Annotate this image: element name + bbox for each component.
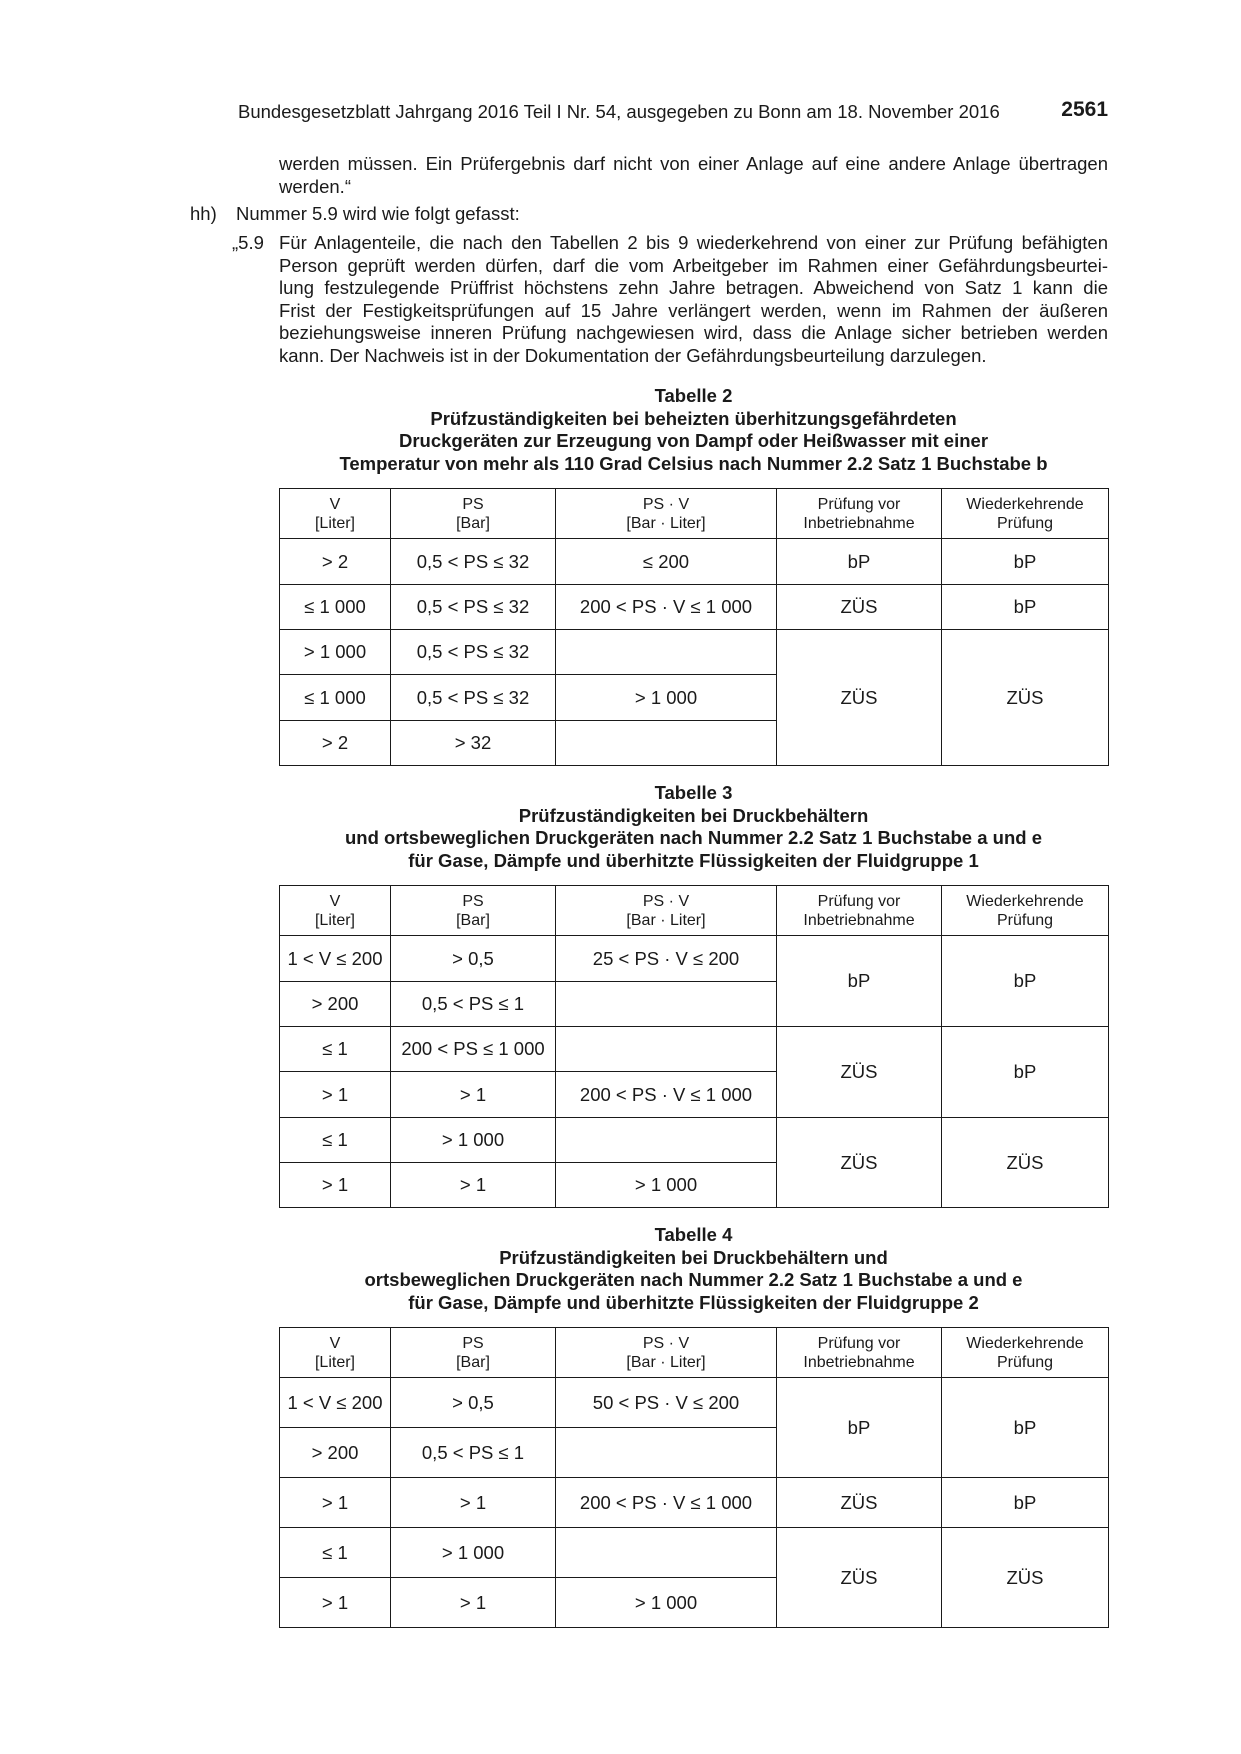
cell-psv: 200 < PS · V ≤ 1 000	[556, 1072, 777, 1118]
cell-ps: 0,5 < PS ≤ 32	[391, 539, 556, 585]
text-line: werden.“	[279, 175, 351, 197]
header-cell-psv: PS · V [Bar · Liter]	[556, 1328, 777, 1378]
header-cell-ps: PS [Bar]	[391, 489, 556, 539]
cell-rec: bP	[942, 585, 1109, 630]
cell-ps: 200 < PS ≤ 1 000	[391, 1027, 556, 1072]
cell-ps: 0,5 < PS ≤ 32	[391, 675, 556, 721]
table-2-title	[279, 385, 1108, 475]
item-label: hh)	[190, 203, 217, 224]
cell-pre: ZÜS	[777, 1478, 942, 1528]
title-line: ortsbeweglichen Druckgeräten nach Nummer 2.2 Satz 1 Buchstabe a und e	[364, 1269, 1023, 1290]
running-title: Bundesgesetzblatt Jahrgang 2016 Teil I Nr. 54, ausgegeben zu Bonn am 18. November 2016	[238, 101, 1000, 122]
cell-pre: bP	[777, 539, 942, 585]
cell-ps: 0,5 < PS ≤ 32	[391, 585, 556, 630]
table-3	[279, 885, 1109, 1208]
header-cell-psv: PS · V [Bar · Liter]	[556, 886, 777, 936]
cell-v: ≤ 1	[280, 1118, 391, 1163]
header-cell-ps: PS [Bar]	[391, 1328, 556, 1378]
cell-pre: bP	[777, 1378, 942, 1478]
cell-rec: bP	[942, 1027, 1109, 1118]
table-row	[280, 1118, 1109, 1163]
cell-v: > 1	[280, 1163, 391, 1208]
cell-rec: bP	[942, 1378, 1109, 1478]
cell-v: > 200	[280, 1428, 391, 1478]
cell-psv: > 1 000	[556, 675, 777, 721]
cell-rec: ZÜS	[942, 1528, 1109, 1628]
header-cell-v: V [Liter]	[280, 489, 391, 539]
cell-psv	[556, 721, 777, 766]
cell-ps: > 1	[391, 1478, 556, 1528]
paragraph-number: „5.9	[232, 232, 264, 253]
header-cell-psv: PS · V [Bar · Liter]	[556, 489, 777, 539]
cell-psv: 50 < PS · V ≤ 200	[556, 1378, 777, 1428]
cell-v: ≤ 1 000	[280, 585, 391, 630]
cell-v: > 1 000	[280, 630, 391, 675]
table-row	[280, 936, 1109, 982]
cell-v: > 1	[280, 1578, 391, 1628]
title-line: Prüfzuständigkeiten bei Druckbehältern	[518, 804, 869, 826]
title-line: für Gase, Dämpfe und überhitzte Flüssigkeiten der Fluidgruppe 1	[408, 849, 979, 871]
cell-psv	[556, 630, 777, 675]
cell-pre: ZÜS	[777, 1027, 942, 1118]
cell-rec: bP	[942, 539, 1109, 585]
cell-psv: 200 < PS · V ≤ 1 000	[556, 1478, 777, 1528]
title-line: Druckgeräten zur Erzeugung von Dampf oder Heißwasser mit einer	[398, 430, 989, 451]
title-line: Tabelle 3	[654, 782, 733, 803]
cell-v: 1 < V ≤ 200	[280, 1378, 391, 1428]
continuation-text	[279, 153, 1108, 198]
table-header-row	[280, 1328, 1109, 1378]
cell-psv: > 1 000	[556, 1163, 777, 1208]
header-cell-ps: PS [Bar]	[391, 886, 556, 936]
table-row	[280, 1027, 1109, 1072]
table-header-row	[280, 489, 1109, 539]
cell-ps: 0,5 < PS ≤ 1	[391, 982, 556, 1027]
table-row	[280, 539, 1109, 585]
text-line: Person geprüft werden dürfen, darf die vom Arbeitgeber im Rahmen einer Gefährdungsbeurtei-	[279, 254, 1108, 276]
cell-v: ≤ 1	[280, 1528, 391, 1578]
text-line: beziehungsweise inneren Prüfung nachgewiesen wird, dass die Anlage sicher betrieben werden	[279, 322, 1108, 343]
page-number: 2561	[1061, 98, 1108, 121]
table-row	[280, 1478, 1109, 1528]
cell-v: ≤ 1 000	[280, 675, 391, 721]
text-line: werden müssen. Ein Prüfergebnis darf nicht von einer Anlage auf eine andere Anlage übertragen	[279, 153, 1108, 174]
cell-psv	[556, 1528, 777, 1578]
text-line: Frist der Festigkeitsprüfungen auf 15 Jahre verlängert werden, wenn im Rahmen der äußeren	[279, 299, 1108, 321]
cell-psv	[556, 1027, 777, 1072]
header-cell-pre: Prüfung vor Inbetriebnahme	[777, 1328, 942, 1378]
table-row	[280, 1528, 1109, 1578]
cell-v: > 200	[280, 982, 391, 1027]
cell-psv: 200 < PS · V ≤ 1 000	[556, 585, 777, 630]
cell-v: ≤ 1	[280, 1027, 391, 1072]
item-text: Nummer 5.9 wird wie folgt gefasst:	[236, 203, 520, 224]
table-4-title	[279, 1224, 1108, 1314]
cell-psv: ≤ 200	[556, 539, 777, 585]
cell-psv	[556, 1118, 777, 1163]
cell-v: > 1	[280, 1072, 391, 1118]
cell-ps: > 1	[391, 1163, 556, 1208]
header-cell-rec: Wiederkehrende Prüfung	[942, 489, 1109, 539]
page-header	[238, 100, 1108, 124]
text-line: kann. Der Nachweis ist in der Dokumentation der Gefährdungsbeurteilung darzulegen.	[279, 344, 987, 366]
cell-rec: ZÜS	[942, 630, 1109, 766]
title-line: Prüfzuständigkeiten bei beheizten überhitzungsgefährdeten	[430, 407, 957, 429]
cell-ps: > 1	[391, 1578, 556, 1628]
table-3-title	[279, 782, 1108, 872]
header-cell-pre: Prüfung vor Inbetriebnahme	[777, 489, 942, 539]
cell-ps: 0,5 < PS ≤ 1	[391, 1428, 556, 1478]
title-line: Temperatur von mehr als 110 Grad Celsius nach Nummer 2.2 Satz 1 Buchstabe b	[339, 452, 1048, 474]
cell-ps: > 1 000	[391, 1118, 556, 1163]
cell-pre: ZÜS	[777, 585, 942, 630]
table-2	[279, 488, 1109, 766]
cell-rec: bP	[942, 936, 1109, 1027]
text-line: lung festzulegende Prüffrist höchstens zehn Jahre betragen. Abweichend von Satz 1 kann die	[279, 277, 1108, 298]
cell-v: 1 < V ≤ 200	[280, 936, 391, 982]
header-cell-rec: Wiederkehrende Prüfung	[942, 886, 1109, 936]
cell-v: > 1	[280, 1478, 391, 1528]
header-cell-v: V [Liter]	[280, 1328, 391, 1378]
table-header-row	[280, 886, 1109, 936]
table-row	[280, 630, 1109, 675]
cell-psv: > 1 000	[556, 1578, 777, 1628]
cell-v: > 2	[280, 539, 391, 585]
cell-psv	[556, 1428, 777, 1478]
cell-ps: > 0,5	[391, 1378, 556, 1428]
cell-ps: > 0,5	[391, 936, 556, 982]
title-line: und ortsbeweglichen Druckgeräten nach Nummer 2.2 Satz 1 Buchstabe a und e	[344, 827, 1042, 848]
table-row	[280, 585, 1109, 630]
cell-ps: > 1 000	[391, 1528, 556, 1578]
paragraph-body	[279, 232, 1108, 367]
title-line: für Gase, Dämpfe und überhitzte Flüssigkeiten der Fluidgruppe 2	[408, 1291, 979, 1313]
header-cell-rec: Wiederkehrende Prüfung	[942, 1328, 1109, 1378]
header-cell-v: V [Liter]	[280, 886, 391, 936]
cell-pre: ZÜS	[777, 1118, 942, 1208]
header-cell-pre: Prüfung vor Inbetriebnahme	[777, 886, 942, 936]
title-line: Tabelle 4	[654, 1224, 733, 1245]
cell-rec: ZÜS	[942, 1118, 1109, 1208]
cell-ps: > 32	[391, 721, 556, 766]
table-row	[280, 1378, 1109, 1428]
cell-psv	[556, 982, 777, 1027]
cell-ps: 0,5 < PS ≤ 32	[391, 630, 556, 675]
cell-pre: ZÜS	[777, 1528, 942, 1628]
cell-v: > 2	[280, 721, 391, 766]
cell-ps: > 1	[391, 1072, 556, 1118]
table-4	[279, 1327, 1109, 1628]
title-line: Prüfzuständigkeiten bei Druckbehältern und	[499, 1246, 888, 1268]
title-line: Tabelle 2	[654, 385, 733, 406]
cell-rec: bP	[942, 1478, 1109, 1528]
cell-pre: ZÜS	[777, 630, 942, 766]
text-line: Für Anlagenteile, die nach den Tabellen 2 bis 9 wiederkehrend von einer zur Prüfung befähigten	[279, 232, 1108, 253]
cell-psv: 25 < PS · V ≤ 200	[556, 936, 777, 982]
cell-pre: bP	[777, 936, 942, 1027]
